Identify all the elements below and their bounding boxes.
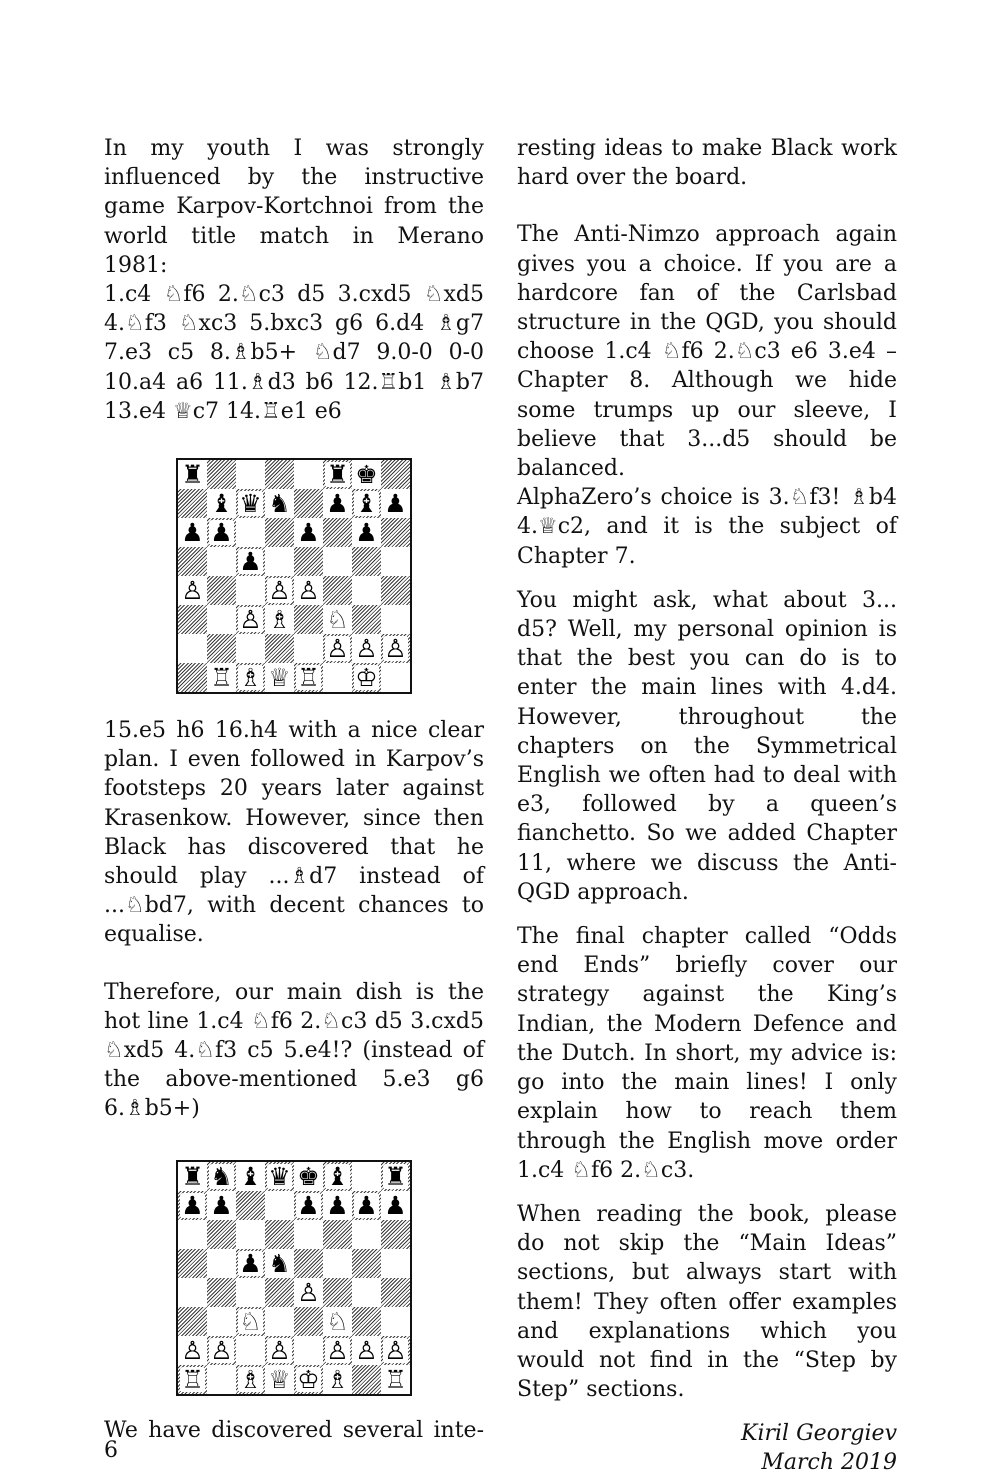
chess-piece: ♕ — [268, 663, 291, 693]
board-square — [178, 1191, 207, 1220]
board-square — [178, 1307, 207, 1336]
board-square — [236, 1336, 265, 1365]
board-square — [207, 605, 236, 634]
board-square — [381, 1191, 410, 1220]
chess-piece: ♟ — [181, 1190, 204, 1220]
chess-piece: ♟ — [355, 1190, 378, 1220]
chess-piece: ♝ — [355, 489, 378, 519]
board-square — [294, 489, 323, 518]
author-name: Kiril Georgiev — [741, 1421, 897, 1447]
chess-piece: ♙ — [239, 605, 262, 635]
board-square — [323, 518, 352, 547]
board-square — [323, 489, 352, 518]
board-square — [294, 1220, 323, 1249]
board-square — [381, 1336, 410, 1365]
paragraph: In my youth I was strongly influenced by the instructive game Karpov-Kortchnoi from the world title match in Merano 1981: — [104, 136, 484, 278]
board-square — [294, 1307, 323, 1336]
board-square — [352, 1249, 381, 1278]
chess-piece: ♘ — [239, 1306, 262, 1336]
chess-piece: ♞ — [210, 1161, 233, 1191]
board-square — [294, 460, 323, 489]
board-square — [207, 1162, 236, 1191]
board-square — [207, 663, 236, 692]
board-square — [323, 547, 352, 576]
board-square — [352, 1336, 381, 1365]
chess-piece: ♝ — [210, 489, 233, 519]
chess-piece: ♟ — [297, 1190, 320, 1220]
paragraph: The final chapter called “Odds end Ends” briefly cover our strategy against the King’s Indian, the Modern Defence and the Dutch. In short, my advice is: go into the main lines! I only explain how to reach them through the English move order 1.c4 ♘f6 2.♘c3. — [517, 924, 897, 1183]
chess-piece: ♟ — [355, 518, 378, 548]
paragraph: We have discovered several inte- — [104, 1417, 484, 1443]
chess-piece: ♟ — [297, 518, 320, 548]
signature-date: March 2019 — [761, 1450, 897, 1476]
board-square — [381, 663, 410, 692]
chess-piece: ♙ — [297, 1277, 320, 1307]
board-square — [265, 1307, 294, 1336]
board-square — [236, 489, 265, 518]
board-square — [236, 1249, 265, 1278]
chess-diagram-main-line — [176, 1160, 412, 1396]
board-square — [265, 1336, 294, 1365]
paragraph: You might ask, what about 3... d5? Well, my personal opinion is that the best you can do is to enter the main lines with 4.d4. However, throughout the chapters on the Symmetrical English we often had to deal with e3, followed by a queen’s fianchetto. So we added Chapter 11, where we discuss the Anti-QGD approach. — [517, 587, 897, 905]
board-square — [207, 489, 236, 518]
board-square — [352, 634, 381, 663]
board-square — [178, 1336, 207, 1365]
board-square — [294, 663, 323, 692]
board-square — [352, 1365, 381, 1394]
board-square — [265, 634, 294, 663]
board-square — [381, 460, 410, 489]
board-square — [323, 663, 352, 692]
board-square — [265, 1162, 294, 1191]
chess-piece: ♗ — [239, 663, 262, 693]
chess-piece: ♖ — [384, 1364, 407, 1394]
paragraph: 15.e5 h6 16.h4 with a nice clear plan. I even followed in Karpov’s footsteps 20 years later against Krasenkow. However, since then Black has discovered that he should play ...♗d7 instead of ...♘bd7, with decent chances to equalise. — [104, 718, 484, 948]
paragraph: The Anti-Nimzo approach again gives you a choice. If you are a hardcore fan of the Carlsbad structure in the QGD, you should choose 1.c4 ♘f6 2.♘c3 e6 3.e4 – Chapter 8. Although we hide some trumps up our sleeve, I believe that 3...d5 should be balanced. — [517, 222, 897, 482]
chess-piece: ♜ — [384, 1161, 407, 1191]
board-square — [236, 1162, 265, 1191]
board-square — [265, 1191, 294, 1220]
board-square — [294, 1191, 323, 1220]
board-square — [381, 518, 410, 547]
board-square — [236, 663, 265, 692]
paragraph: resting ideas to make Black work hard over the board. — [517, 136, 897, 191]
chess-piece: ♙ — [355, 634, 378, 664]
chess-piece: ♛ — [268, 1161, 291, 1191]
board-square — [236, 518, 265, 547]
board-square — [381, 547, 410, 576]
board-square — [352, 1191, 381, 1220]
board-square — [352, 663, 381, 692]
chess-piece: ♟ — [384, 489, 407, 519]
chess-piece: ♟ — [210, 518, 233, 548]
board-square — [236, 605, 265, 634]
board-square — [207, 547, 236, 576]
paragraph: When reading the book, please do not skip the “Main Ideas” sections, but always start with them! They often offer examples and explanations which you would not find in the “Step by Step” sections. — [517, 1201, 897, 1403]
chess-piece: ♗ — [268, 605, 291, 635]
chess-piece: ♗ — [239, 1364, 262, 1394]
chess-piece: ♟ — [384, 1190, 407, 1220]
board-square — [236, 460, 265, 489]
board-square — [352, 605, 381, 634]
board-square — [381, 1307, 410, 1336]
board-square — [265, 460, 294, 489]
board-square — [265, 547, 294, 576]
chess-piece: ♝ — [326, 1161, 349, 1191]
board-square — [236, 576, 265, 605]
left-column — [104, 134, 484, 1445]
chess-piece: ♔ — [297, 1364, 320, 1394]
chess-piece: ♙ — [181, 576, 204, 606]
board-square — [323, 634, 352, 663]
board-square — [294, 1249, 323, 1278]
board-square — [265, 518, 294, 547]
board-square — [323, 1307, 352, 1336]
chess-piece: ♟ — [239, 547, 262, 577]
chess-piece: ♜ — [326, 460, 349, 490]
chess-piece: ♟ — [239, 1248, 262, 1278]
chess-piece: ♙ — [384, 634, 407, 664]
board-square — [294, 547, 323, 576]
chess-piece: ♜ — [181, 460, 204, 490]
chess-piece: ♘ — [326, 605, 349, 635]
board-square — [207, 1336, 236, 1365]
board-square — [207, 1220, 236, 1249]
board-square — [207, 576, 236, 605]
board-square — [381, 1278, 410, 1307]
board-square — [323, 1220, 352, 1249]
chess-piece: ♔ — [355, 663, 378, 693]
board-square — [178, 1220, 207, 1249]
board-square — [236, 1365, 265, 1394]
board-square — [178, 1278, 207, 1307]
board-square — [381, 576, 410, 605]
move-list: 1.c4 ♘f6 2.♘c3 d5 3.cxd5 ♘xd5 4.♘f3 ♘xc3 5.bxc3 g6 6.d4 ♗g7 7.e3 c5 8.♗b5+ ♘d7 9.0-0 0-0 10.a4 a6 11.♗d3 b6 12.♖b1 ♗b7 13.e4 ♕c7 14.♖e1 e6 — [104, 282, 484, 424]
chess-piece: ♙ — [384, 1335, 407, 1365]
board-square — [323, 460, 352, 489]
chess-piece: ♖ — [210, 663, 233, 693]
board-square — [381, 605, 410, 634]
board-square — [323, 1365, 352, 1394]
chess-piece: ♙ — [210, 1335, 233, 1365]
chess-piece: ♟ — [181, 518, 204, 548]
board-square — [352, 1278, 381, 1307]
board-square — [323, 605, 352, 634]
board-square — [323, 1191, 352, 1220]
chess-piece: ♙ — [268, 576, 291, 606]
board-square — [294, 576, 323, 605]
board-square — [265, 1220, 294, 1249]
chess-piece: ♙ — [355, 1335, 378, 1365]
chess-piece: ♕ — [268, 1364, 291, 1394]
chess-piece: ♛ — [239, 489, 262, 519]
board-square — [178, 576, 207, 605]
board-square — [352, 460, 381, 489]
board-square — [207, 1278, 236, 1307]
board-square — [265, 1278, 294, 1307]
board-square — [294, 634, 323, 663]
board-square — [207, 518, 236, 547]
board-square — [294, 1336, 323, 1365]
board-square — [352, 1162, 381, 1191]
board-square — [352, 1307, 381, 1336]
board-square — [323, 1278, 352, 1307]
board-square — [381, 489, 410, 518]
board-square — [381, 1249, 410, 1278]
board-square — [178, 634, 207, 663]
chess-piece: ♟ — [326, 489, 349, 519]
chess-piece: ♘ — [326, 1306, 349, 1336]
paragraph: Therefore, our main dish is the hot line 1.c4 ♘f6 2.♘c3 d5 3.cxd5 ♘xd5 4.♘f3 c5 5.e4!? (instead of the above-mentioned 5.e3 g6 6.♗b5+) — [104, 979, 484, 1122]
board-square — [207, 634, 236, 663]
board-square — [265, 1365, 294, 1394]
chess-piece: ♖ — [297, 663, 320, 693]
board-square — [381, 1162, 410, 1191]
board-square — [265, 605, 294, 634]
chess-piece: ♞ — [268, 1248, 291, 1278]
board-square — [178, 1365, 207, 1394]
board-square — [294, 1278, 323, 1307]
board-square — [294, 605, 323, 634]
chess-piece: ♙ — [326, 634, 349, 664]
chess-piece: ♙ — [268, 1335, 291, 1365]
right-column — [517, 134, 897, 1477]
board-square — [352, 518, 381, 547]
board-square — [207, 1191, 236, 1220]
board-square — [381, 1220, 410, 1249]
board-square — [178, 1162, 207, 1191]
board-square — [236, 1220, 265, 1249]
board-square — [323, 1162, 352, 1191]
board-square — [178, 663, 207, 692]
board-square — [236, 547, 265, 576]
board-square — [323, 1336, 352, 1365]
chess-piece: ♚ — [355, 460, 378, 490]
chess-piece: ♞ — [268, 489, 291, 519]
board-square — [323, 576, 352, 605]
board-square — [178, 460, 207, 489]
chess-piece: ♙ — [297, 576, 320, 606]
chess-piece: ♜ — [181, 1161, 204, 1191]
board-square — [178, 518, 207, 547]
board-square — [352, 547, 381, 576]
board-square — [352, 489, 381, 518]
board-square — [178, 489, 207, 518]
board-square — [323, 1249, 352, 1278]
board-square — [207, 1307, 236, 1336]
chess-piece: ♙ — [181, 1335, 204, 1365]
page-number: 6 — [104, 1438, 118, 1463]
board-square — [352, 576, 381, 605]
board-square — [236, 1191, 265, 1220]
board-square — [265, 1249, 294, 1278]
chess-piece: ♝ — [239, 1161, 262, 1191]
board-square — [178, 1249, 207, 1278]
chess-diagram-karpov-kortchnoi — [176, 458, 412, 694]
chess-piece: ♟ — [326, 1190, 349, 1220]
board-square — [207, 1249, 236, 1278]
board-square — [236, 1307, 265, 1336]
board-square — [207, 1365, 236, 1394]
chess-piece: ♚ — [297, 1161, 320, 1191]
chess-piece: ♟ — [210, 1190, 233, 1220]
paragraph: AlphaZero’s choice is 3.♘f3! ♗b4 4.♕c2, and it is the subject of Chapter 7. — [517, 485, 897, 569]
chess-piece: ♖ — [181, 1364, 204, 1394]
chess-piece: ♙ — [326, 1335, 349, 1365]
board-square — [207, 460, 236, 489]
board-square — [178, 547, 207, 576]
board-square — [236, 634, 265, 663]
chess-piece: ♗ — [326, 1364, 349, 1394]
board-square — [265, 576, 294, 605]
board-square — [294, 1162, 323, 1191]
board-square — [294, 1365, 323, 1394]
board-square — [381, 1365, 410, 1394]
board-square — [265, 663, 294, 692]
board-square — [294, 518, 323, 547]
board-square — [236, 1278, 265, 1307]
board-square — [178, 605, 207, 634]
board-square — [265, 489, 294, 518]
board-square — [381, 634, 410, 663]
board-square — [352, 1220, 381, 1249]
